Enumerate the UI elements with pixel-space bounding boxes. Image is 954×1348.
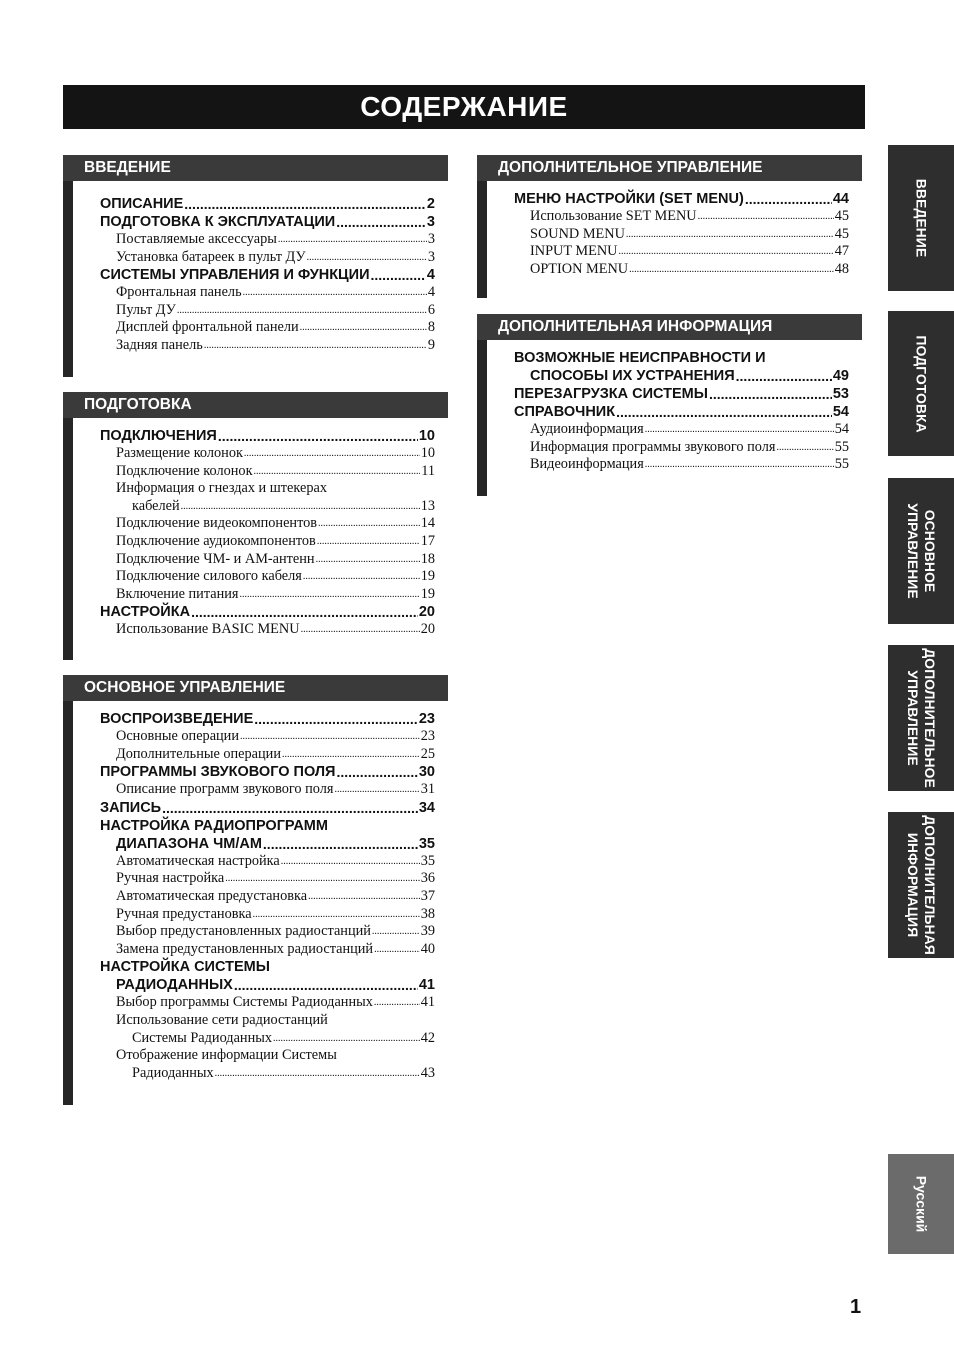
side-tab-intro[interactable]: ВВЕДЕНИЕ xyxy=(888,145,954,291)
toc-entry-antennas[interactable]: Подключение ЧМ- и АМ-антенн ..... 18 xyxy=(100,551,435,569)
section-intro xyxy=(63,155,448,377)
toc-entry-setup[interactable]: НАСТРОЙКА ..... 20 xyxy=(100,603,435,621)
page-number: 1 xyxy=(850,1296,862,1318)
toc-entry-manual-preset[interactable]: Ручная предустановка ..... 38 xyxy=(100,906,435,924)
toc-entry-set-menu-usage[interactable]: Использование SET MENU ..... 45 xyxy=(514,208,849,226)
toc-entry-manual-tuning[interactable]: Ручная настройка ..... 36 xyxy=(100,870,435,888)
toc-entry-tuning-line1[interactable]: НАСТРОЙКА РАДИОПРОГРАММ xyxy=(100,817,328,834)
toc-entry-video-components[interactable]: Подключение видеокомпонентов ..... 14 xyxy=(100,515,435,533)
toc-entry-set-menu[interactable]: МЕНЮ НАСТРОЙКИ (SET MENU) ..... 44 xyxy=(514,190,849,208)
section-advanced xyxy=(477,155,862,298)
toc-entry-tuning[interactable]: ДИАПАЗОНА ЧМ/АМ ..... 35 xyxy=(100,835,435,853)
toc-entry-rds-network-line1[interactable]: Использование сети радиостанций xyxy=(116,1011,328,1028)
section-header: ОСНОВНОЕ УПРАВЛЕНИЕ xyxy=(63,675,448,701)
toc-entry-preparation[interactable]: ПОДГОТОВКА К ЭКСПЛУАТАЦИИ ..... 3 xyxy=(100,213,435,231)
toc-entry-power-on[interactable]: Включение питания ..... 19 xyxy=(100,586,435,604)
toc-entry-controls-functions[interactable]: СИСТЕМЫ УПРАВЛЕНИЯ И ФУНКЦИИ ..... 4 xyxy=(100,266,435,284)
toc-entry-accessories[interactable]: Поставляемые аксессуары ..... 3 xyxy=(100,231,435,249)
toc-entry-audio-info[interactable]: Аудиоинформация ..... 54 xyxy=(514,421,849,439)
toc-entry-rds-network[interactable]: Системы Радиоданных ..... 42 xyxy=(100,1030,435,1048)
section-prep xyxy=(63,392,448,660)
toc-entry-troubleshooting[interactable]: СПОСОБЫ ИХ УСТРАНЕНИЯ ..... 49 xyxy=(514,367,849,385)
side-tab-advanced[interactable]: ДОПОЛНИТЕЛЬНОЕ УПРАВЛЕНИЕ xyxy=(888,645,954,791)
side-tab-basic[interactable]: ОСНОВНОЕ УПРАВЛЕНИЕ xyxy=(888,478,954,624)
side-tab-prep[interactable]: ПОДГОТОВКА xyxy=(888,311,954,456)
toc-entry-description[interactable]: ОПИСАНИЕ ..... 2 xyxy=(100,195,435,213)
section-header: ДОПОЛНИТЕЛЬНОЕ УПРАВЛЕНИЕ xyxy=(477,155,862,181)
toc-entry-rds-display[interactable]: Радиоданных ..... 43 xyxy=(100,1065,435,1083)
toc-entry-front-panel[interactable]: Фронтальная панель ..... 4 xyxy=(100,284,435,302)
toc-entry-video-info[interactable]: Видеоинформация ..... 55 xyxy=(514,456,849,474)
section-info xyxy=(477,314,862,496)
section-header: ВВЕДЕНИЕ xyxy=(63,155,448,181)
section-basic xyxy=(63,675,448,1105)
toc-entry-select-preset[interactable]: Выбор предустановленных радиостанций ..... 39 xyxy=(100,923,435,941)
toc-entry-option-menu[interactable]: OPTION MENU ..... 48 xyxy=(514,261,849,279)
section-bar xyxy=(63,675,73,1105)
section-bar xyxy=(63,392,73,660)
toc-entry-jacks-line1[interactable]: Информация о гнездах и штекерах xyxy=(116,480,327,497)
toc-entry-remote[interactable]: Пульт ДУ ..... 6 xyxy=(100,302,435,320)
section-header: ПОДГОТОВКА xyxy=(63,392,448,418)
toc-entry-sound-field-info[interactable]: Информация программы звукового поля ..... 55 xyxy=(514,439,849,457)
page-title: СОДЕРЖАНИЕ xyxy=(63,85,865,129)
toc-entry-extra-ops[interactable]: Дополнительные операции ..... 25 xyxy=(100,746,435,764)
toc-entry-sound-menu[interactable]: SOUND MENU ..... 45 xyxy=(514,226,849,244)
toc-entry-auto-preset[interactable]: Автоматическая предустановка ..... 37 xyxy=(100,888,435,906)
section-header: ДОПОЛНИТЕЛЬНАЯ ИНФОРМАЦИЯ xyxy=(477,314,862,340)
toc-entry-auto-tuning[interactable]: Автоматическая настройка ..... 35 xyxy=(100,853,435,871)
language-tab[interactable]: Русский xyxy=(888,1154,954,1254)
toc-entry-replace-preset[interactable]: Замена предустановленных радиостанций ..... 40 xyxy=(100,941,435,959)
toc-entry-rds-line1[interactable]: НАСТРОЙКА СИСТЕМЫ xyxy=(100,959,270,976)
toc-entry-program-desc[interactable]: Описание программ звукового поля ..... 31 xyxy=(100,781,435,799)
side-tab-info[interactable]: ДОПОЛНИТЕЛЬНАЯ ИНФОРМАЦИЯ xyxy=(888,812,954,958)
toc-entry-basic-ops[interactable]: Основные операции ..... 23 xyxy=(100,728,435,746)
toc-entry-rds-program[interactable]: Выбор программы Системы Радиоданных ..... 41 xyxy=(100,994,435,1012)
toc-entry-front-display[interactable]: Дисплей фронтальной панели ..... 8 xyxy=(100,319,435,337)
toc-entry-playback[interactable]: ВОСПРОИЗВЕДЕНИЕ ..... 23 xyxy=(100,710,435,728)
toc-entry-reference[interactable]: СПРАВОЧНИК ..... 54 xyxy=(514,403,849,421)
toc-entry-rds-display-line1[interactable]: Отображение информации Системы xyxy=(116,1047,337,1064)
toc-entry-system-reset[interactable]: ПЕРЕЗАГРУЗКА СИСТЕМЫ ..... 53 xyxy=(514,385,849,403)
toc-entry-jacks[interactable]: кабелей ..... 13 xyxy=(100,498,435,516)
toc-entry-power-cable[interactable]: Подключение силового кабеля ..... 19 xyxy=(100,568,435,586)
toc-entry-basic-menu[interactable]: Использование BASIC MENU ..... 20 xyxy=(100,621,435,639)
toc-entry-rear-panel[interactable]: Задняя панель ..... 9 xyxy=(100,337,435,355)
toc-entry-troubleshooting-line1[interactable]: ВОЗМОЖНЫЕ НЕИСПРАВНОСТИ И xyxy=(514,350,766,366)
toc-entry-connections[interactable]: ПОДКЛЮЧЕНИЯ ..... 10 xyxy=(100,427,435,445)
toc-entry-recording[interactable]: ЗАПИСЬ ..... 34 xyxy=(100,799,435,817)
toc-entry-input-menu[interactable]: INPUT MENU ..... 47 xyxy=(514,243,849,261)
section-bar xyxy=(477,314,487,496)
toc-entry-batteries[interactable]: Установка батареек в пульт ДУ ..... 3 xyxy=(100,249,435,267)
toc-entry-sound-programs[interactable]: ПРОГРАММЫ ЗВУКОВОГО ПОЛЯ ..... 30 xyxy=(100,763,435,781)
toc-entry-audio-components[interactable]: Подключение аудиокомпонентов ..... 17 xyxy=(100,533,435,551)
toc-entry-rds[interactable]: РАДИОДАННЫХ ..... 41 xyxy=(100,976,435,994)
section-bar xyxy=(63,155,73,377)
toc-entry-speaker-connection[interactable]: Подключение колонок ..... 11 xyxy=(100,463,435,481)
toc-entry-speaker-placement[interactable]: Размещение колонок ..... 10 xyxy=(100,445,435,463)
